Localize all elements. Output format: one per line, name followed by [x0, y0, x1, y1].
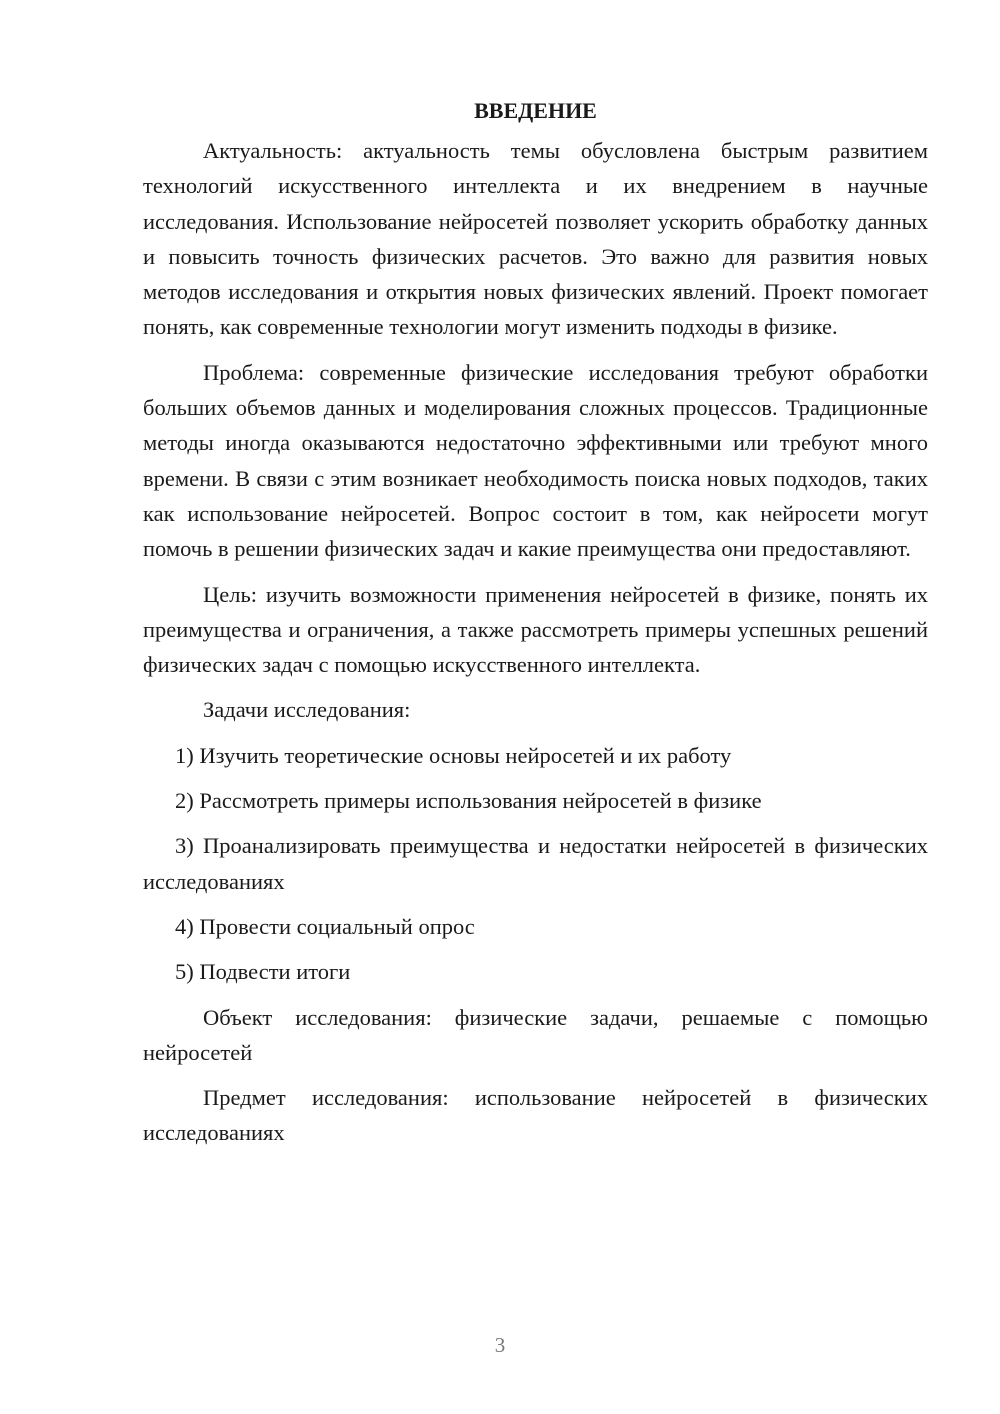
task-item: 2) Рассмотреть примеры использования нейросетей в физике: [175, 788, 762, 814]
relevance-paragraph: Актуальность: актуальность темы обусловлена быстрым развитием технологий искусственного интеллекта и их внедрением в научные исследования. Использование нейросетей позволяет ускорить обработку данных и повысить точность физических расчетов. Это важно для развития новых методов исследования и открытия новых физических явлений. Проект помогает понять, как современные технологии могут изменить подходы в физике.: [143, 138, 928, 340]
task-item: 4) Провести социальный опрос: [175, 913, 475, 939]
task-item: 5) Подвести итоги: [175, 959, 351, 985]
document-body: [143, 96, 928, 1161]
page-title: ВВЕДЕНИЕ: [474, 98, 597, 123]
subject-paragraph: Предмет исследования: использование нейросетей в физических исследованиях: [143, 1085, 928, 1146]
task-item: 1) Изучить теоретические основы нейросетей и их работу: [175, 742, 732, 768]
problem-paragraph: Проблема: современные физические исследования требуют обработки больших объемов данных и моделирования сложных процессов. Традиционные методы иногда оказываются недостаточно эффективными или требуют много времени. В связи с этим возникает необходимость поиска новых подходов, таких как использование нейросетей. Вопрос состоит в том, как нейросети могут помочь в решении физических задач и какие преимущества они предоставляют.: [143, 359, 928, 562]
goal-paragraph: Цель: изучить возможности применения нейросетей в физике, понять их преимущества и ограничения, а также рассмотреть примеры успешных решений физических задач с помощью искусственного интеллекта.: [143, 581, 928, 678]
object-paragraph: Объект исследования: физические задачи, решаемые с помощью нейросетей: [143, 1004, 928, 1065]
tasks-heading: Задачи исследования:: [203, 697, 411, 723]
page-number: 3: [494, 1333, 506, 1357]
task-item: 3) Проанализировать преимущества и недостатки нейросетей в физических исследованиях: [143, 833, 928, 894]
